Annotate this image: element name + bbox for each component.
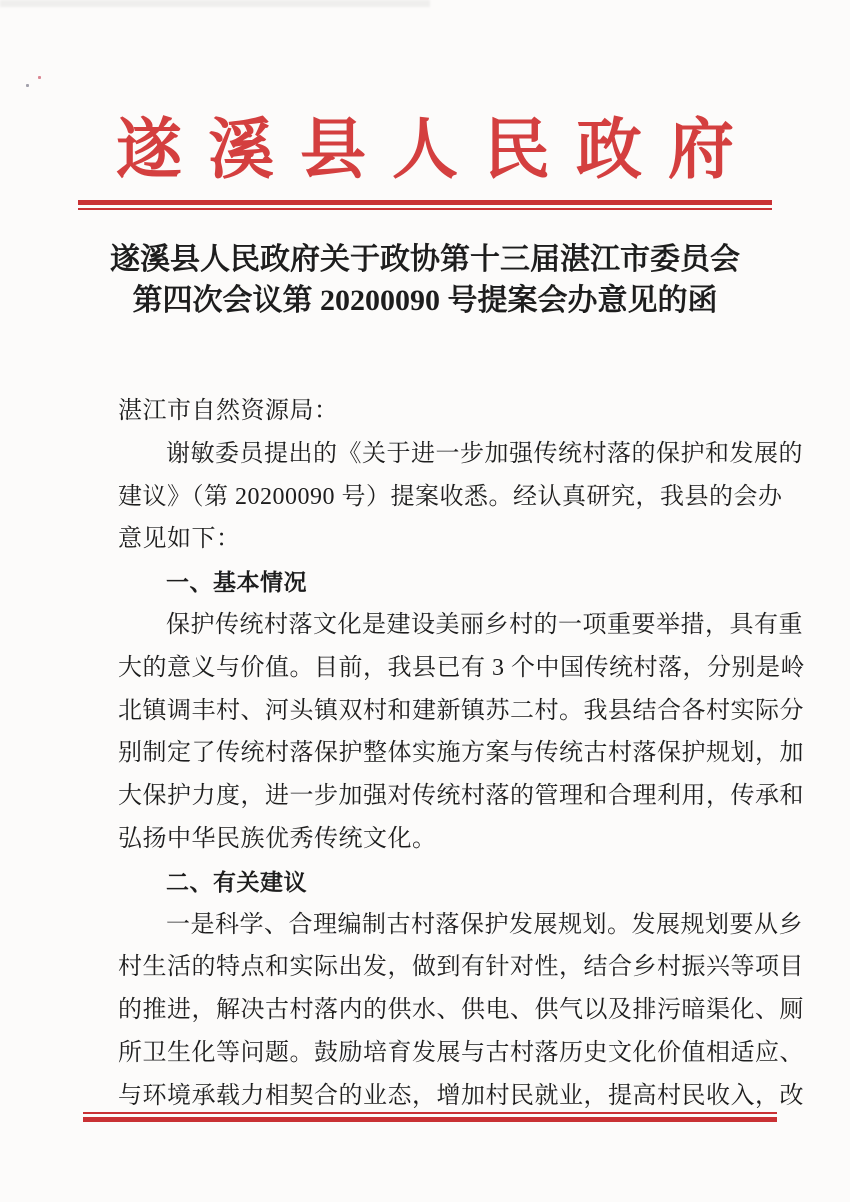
letterhead-title: 遂溪县人民政府: [116, 114, 760, 187]
body-text-line: 北镇调丰村、河头镇双村和建新镇苏二村。我县结合各村实际分: [118, 697, 804, 724]
scan-noise: [0, 0, 430, 7]
scan-speck: [38, 76, 41, 79]
body-text-line: 别制定了传统村落保护整体实施方案与传统古村落保护规划，加: [118, 740, 804, 767]
body-text-line: 保护传统村落文化是建设美丽乡村的一项重要举措，具有重: [166, 611, 803, 638]
salutation-line: 湛江市自然资源局：: [118, 398, 339, 424]
footer-rule-thin: [83, 1112, 777, 1114]
body-text-line: 意见如下：: [118, 526, 241, 553]
body-text-line: 与环境承载力相契合的业态，增加村民就业，提高村民收入，改: [118, 1082, 804, 1109]
scan-speck: [26, 84, 29, 87]
document-title: [78, 239, 772, 321]
letterhead-rule-thick: [78, 200, 772, 205]
document-title-line2: 第四次会议第 20200090 号提案会办意见的函: [132, 284, 718, 317]
body-text-line: 谢敏委员提出的《关于进一步加强传统村落的保护和发展的: [166, 440, 803, 467]
body-text-line: 大保护力度，进一步加强对传统村落的管理和合理利用，传承和: [118, 783, 804, 810]
body-text-line: 弘扬中华民族优秀传统文化。: [118, 825, 437, 852]
body-text-line: 建议》（第 20200090 号）提案收悉。经认真研究，我县的会办: [118, 483, 783, 510]
body-text-line: 大的意义与价值。目前，我县已有 3 个中国传统村落，分别是岭: [118, 654, 805, 681]
body-text-line: 村生活的特点和实际出发，做到有针对性，结合乡村振兴等项目: [118, 954, 804, 981]
section-heading: 二、有关建议: [166, 868, 307, 895]
document-title-line1: 遂溪县人民政府关于政协第十三届湛江市委员会: [110, 243, 740, 276]
letterhead-rule-thin: [78, 208, 772, 210]
body-text-line: 的推进，解决古村落内的供水、供电、供气以及排污暗渠化、厕: [118, 997, 804, 1024]
body-text-line: 所卫生化等问题。鼓励培育发展与古村落历史文化价值相适应、: [118, 1039, 804, 1066]
footer-rule-thick: [83, 1117, 777, 1122]
section-heading: 一、基本情况: [166, 569, 307, 596]
document-body-sections: [118, 433, 805, 1118]
document-body: [118, 390, 805, 1118]
body-text-line: 一是科学、合理编制古村落保护发展规划。发展规划要从乡: [166, 911, 803, 938]
